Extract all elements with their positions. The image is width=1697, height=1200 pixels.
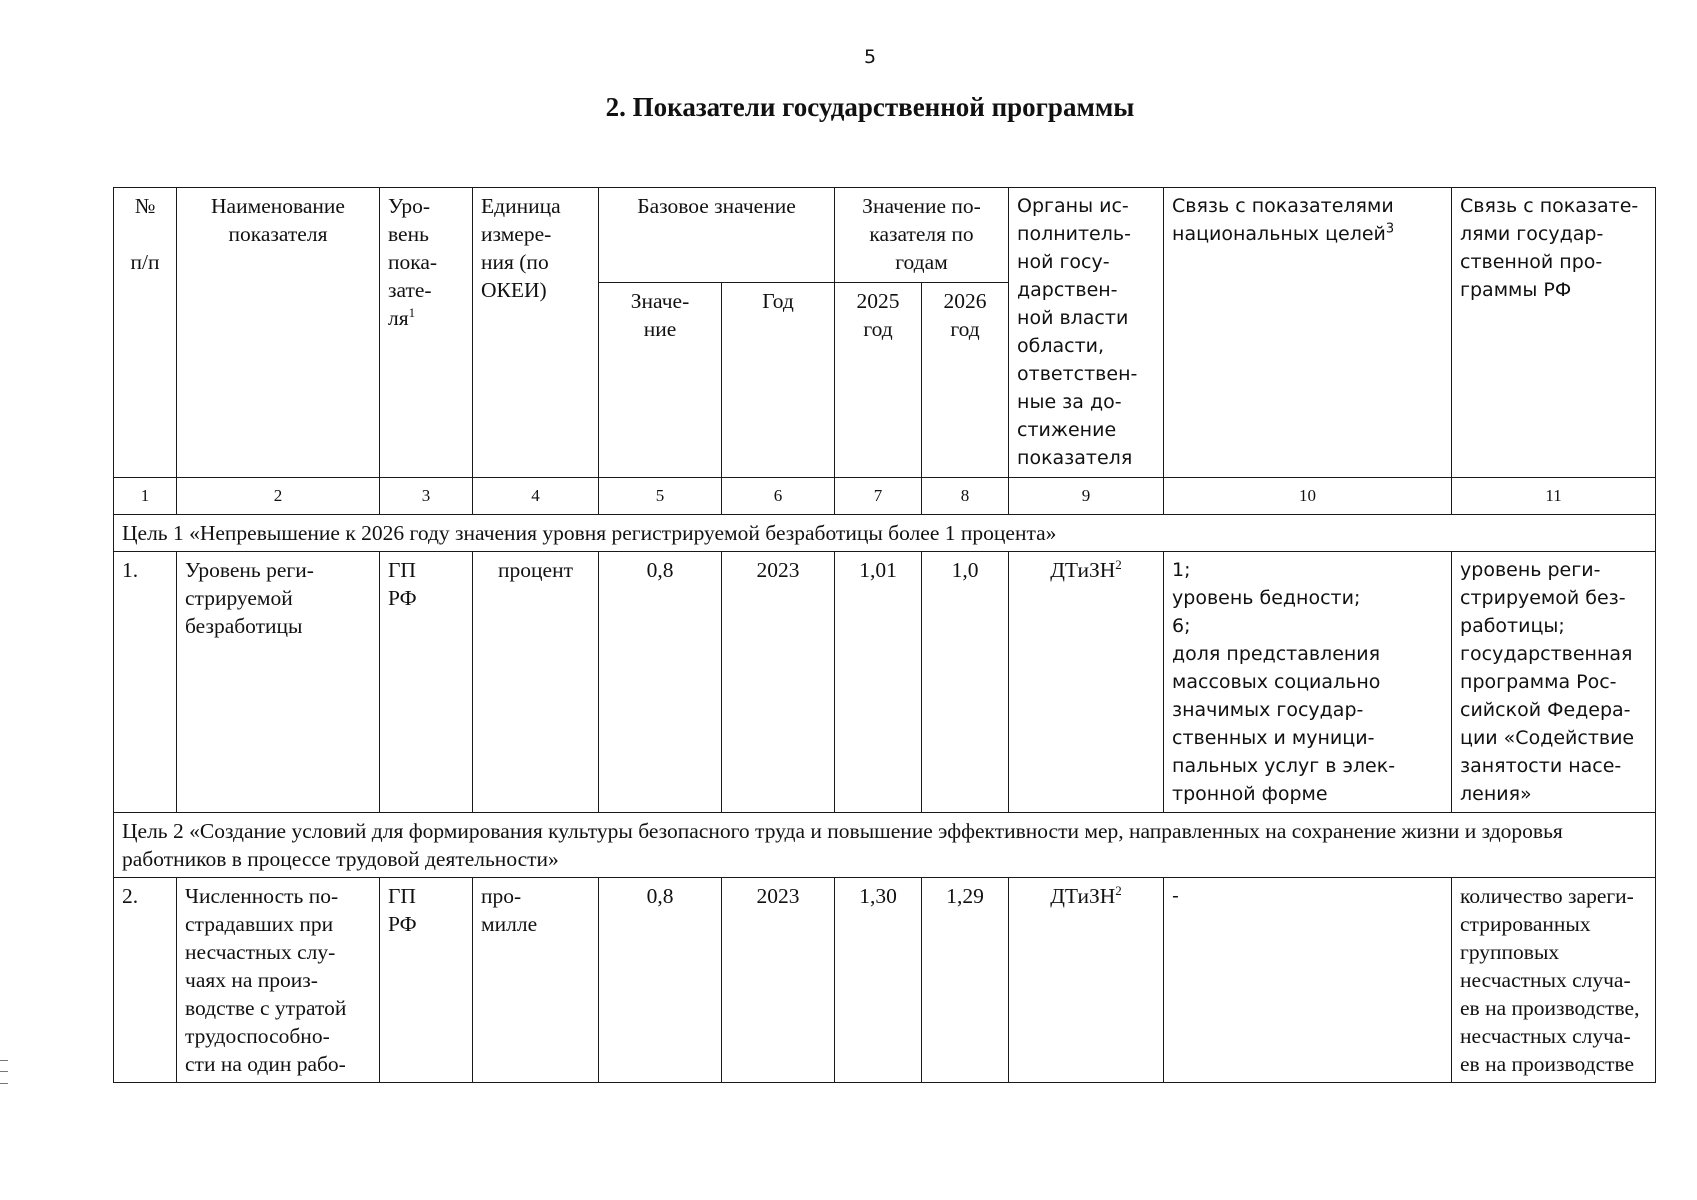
row-num: 2.	[114, 878, 177, 1083]
indicators-table	[113, 187, 1656, 1083]
row-name: Численность по- страдавших при несчастных слу- чаях на произ- водстве с утратой трудоспособно- сти на один рабо-	[177, 878, 380, 1083]
header-authority: Органы ис- полнитель- ной госу- дарствен- ной власти области, ответствен- ные за до- стижение показателя	[1009, 188, 1164, 478]
header-year-2026: 2026 год	[922, 283, 1009, 478]
row-value-2026: 1,0	[922, 552, 1009, 813]
column-number: 10	[1164, 478, 1452, 515]
header-level: Уро- вень пока- зате- $ля^1$	[380, 188, 473, 478]
column-number: 5	[599, 478, 722, 515]
row-value-2025: 1,01	[835, 552, 922, 813]
column-number: 2	[177, 478, 380, 515]
column-number: 3	[380, 478, 473, 515]
row-level: ГП РФ	[380, 878, 473, 1083]
goal-2: Цель 2 «Создание условий для формирования культуры безопасного труда и повышение эффективности мер, направленных на сохранение жизни и здоровья работников в процессе трудовой деятельности»	[114, 813, 1656, 878]
header-num: № п/п	[114, 188, 177, 478]
header-name: Наименование показателя	[177, 188, 380, 478]
row-authority: ДТиЗН$^2$	[1009, 552, 1164, 813]
column-number: 6	[722, 478, 835, 515]
row-num: 1.	[114, 552, 177, 813]
header-by-years: Значение по- казателя по годам	[835, 188, 1009, 283]
row-name: Уровень реги- стрируемой безработицы	[177, 552, 380, 813]
row-unit: процент	[473, 552, 599, 813]
page-title: 2. Показатели государственной программы	[605, 92, 1135, 122]
goal-1: Цель 1 «Непревышение к 2026 году значения уровня регистрируемой безработицы более 1 процента»	[114, 515, 1656, 552]
row-base-value: 0,8	[599, 878, 722, 1083]
row-rf-program: уровень реги- стрируемой без- работицы; государственная программа Рос- сийской Федера- ции «Содействие занятости насе- ления»	[1452, 552, 1656, 813]
row-unit: про- милле	[473, 878, 599, 1083]
header-unit: Единица измере- ния (по ОКЕИ)	[473, 188, 599, 478]
table-row	[114, 552, 1656, 813]
row-base-year: 2023	[722, 878, 835, 1083]
row-national-goals: -	[1164, 878, 1452, 1083]
page-number: 5	[863, 46, 877, 68]
column-number: 8	[922, 478, 1009, 515]
row-rf-program: количество зареги- стрированных групповых несчастных случа- ев на производстве, несчастных случа- ев на производстве	[1452, 878, 1656, 1083]
goal-row-1	[114, 515, 1656, 552]
row-base-year: 2023	[722, 552, 835, 813]
column-number: 11	[1452, 478, 1656, 515]
header-base-year: Год	[722, 283, 835, 478]
column-number: 7	[835, 478, 922, 515]
column-number: 4	[473, 478, 599, 515]
column-number-row	[114, 478, 1656, 515]
row-national-goals: 1; уровень бедности; 6; доля представления массовых социально значимых государ- ственных и муници- пальных услуг в элек- тронной форме	[1164, 552, 1452, 813]
row-authority: ДТиЗН$^2$	[1009, 878, 1164, 1083]
header-national: Связь с показателями национальных целей$^3$	[1164, 188, 1452, 478]
scan-edge-marks	[0, 1060, 8, 1084]
table-row	[114, 878, 1656, 1083]
column-number: 1	[114, 478, 177, 515]
column-number: 9	[1009, 478, 1164, 515]
header-year-2025: 2025 год	[835, 283, 922, 478]
header-base-value: Значе- ние	[599, 283, 722, 478]
header-rf-program: Связь с показате- лями государ- ственной про- граммы РФ	[1452, 188, 1656, 478]
header-row-1	[114, 188, 1656, 283]
row-level: ГП РФ	[380, 552, 473, 813]
row-base-value: 0,8	[599, 552, 722, 813]
goal-row-2	[114, 813, 1656, 878]
header-base: Базовое значение	[599, 188, 835, 283]
row-value-2026: 1,29	[922, 878, 1009, 1083]
row-value-2025: 1,30	[835, 878, 922, 1083]
